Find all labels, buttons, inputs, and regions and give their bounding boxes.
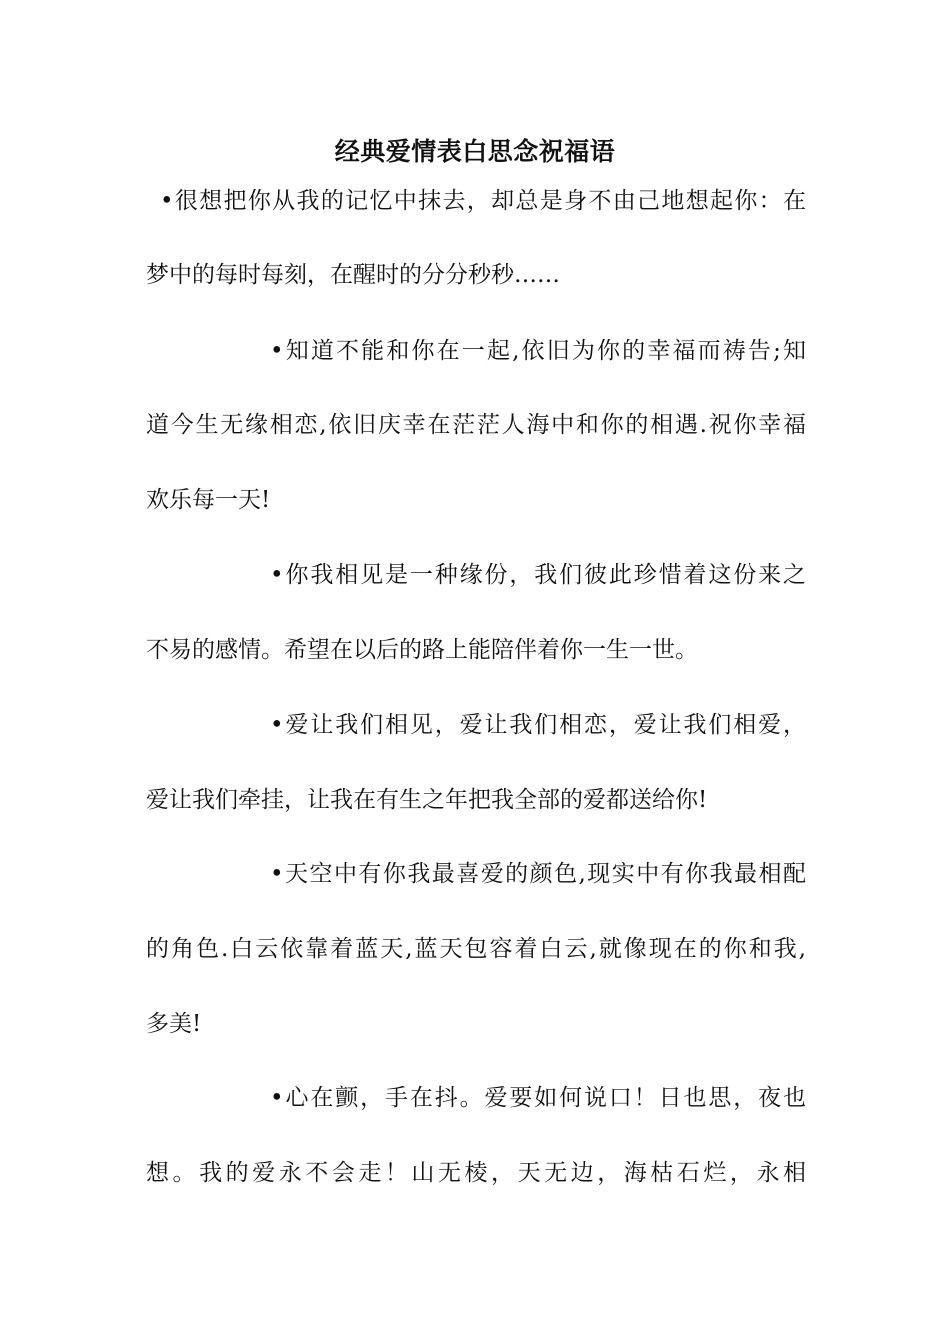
paragraph-line: 爱让我们牵挂，让我在有生之年把我全部的爱都送给你!: [146, 787, 708, 813]
paragraph-line: 欢乐每一天!: [146, 487, 271, 513]
document-title: 经典爱情表白思念祝福语: [334, 137, 616, 166]
paragraph-line: 梦中的每时每刻，在醒时的分分秒秒……: [146, 262, 560, 288]
paragraph-line: •天空中有你我最喜爱的颜色,现实中有你我最相配: [270, 861, 806, 887]
paragraph-line: •心在颤，手在抖。爱要如何说口！日也思，夜也: [270, 1085, 806, 1111]
paragraph-line: •你我相见是一种缘份，我们彼此珍惜着这份来之: [270, 562, 806, 588]
paragraph-line: •知道不能和你在一起,依旧为你的幸福而祷告;知: [270, 338, 806, 364]
paragraph-line: 不易的感情。希望在以后的路上能陪伴着你一生一世。: [146, 637, 698, 663]
paragraph-line: •爱让我们相见，爱让我们相恋，爱让我们相爱，: [270, 712, 806, 738]
paragraph-line: 多美!: [146, 1011, 202, 1037]
paragraph-line: 道今生无缘相恋,依旧庆幸在茫茫人海中和你的相遇.祝你幸福: [146, 412, 806, 438]
paragraph-line: •很想把你从我的记忆中抹去，却总是身不由己地想起你：在: [160, 188, 806, 214]
paragraph-line: 的角色.白云依靠着蓝天,蓝天包容着白云,就像现在的你和我,: [146, 936, 806, 962]
paragraph-line: 想。我的爱永不会走！山无棱，天无边，海枯石烂，永相: [146, 1160, 806, 1186]
